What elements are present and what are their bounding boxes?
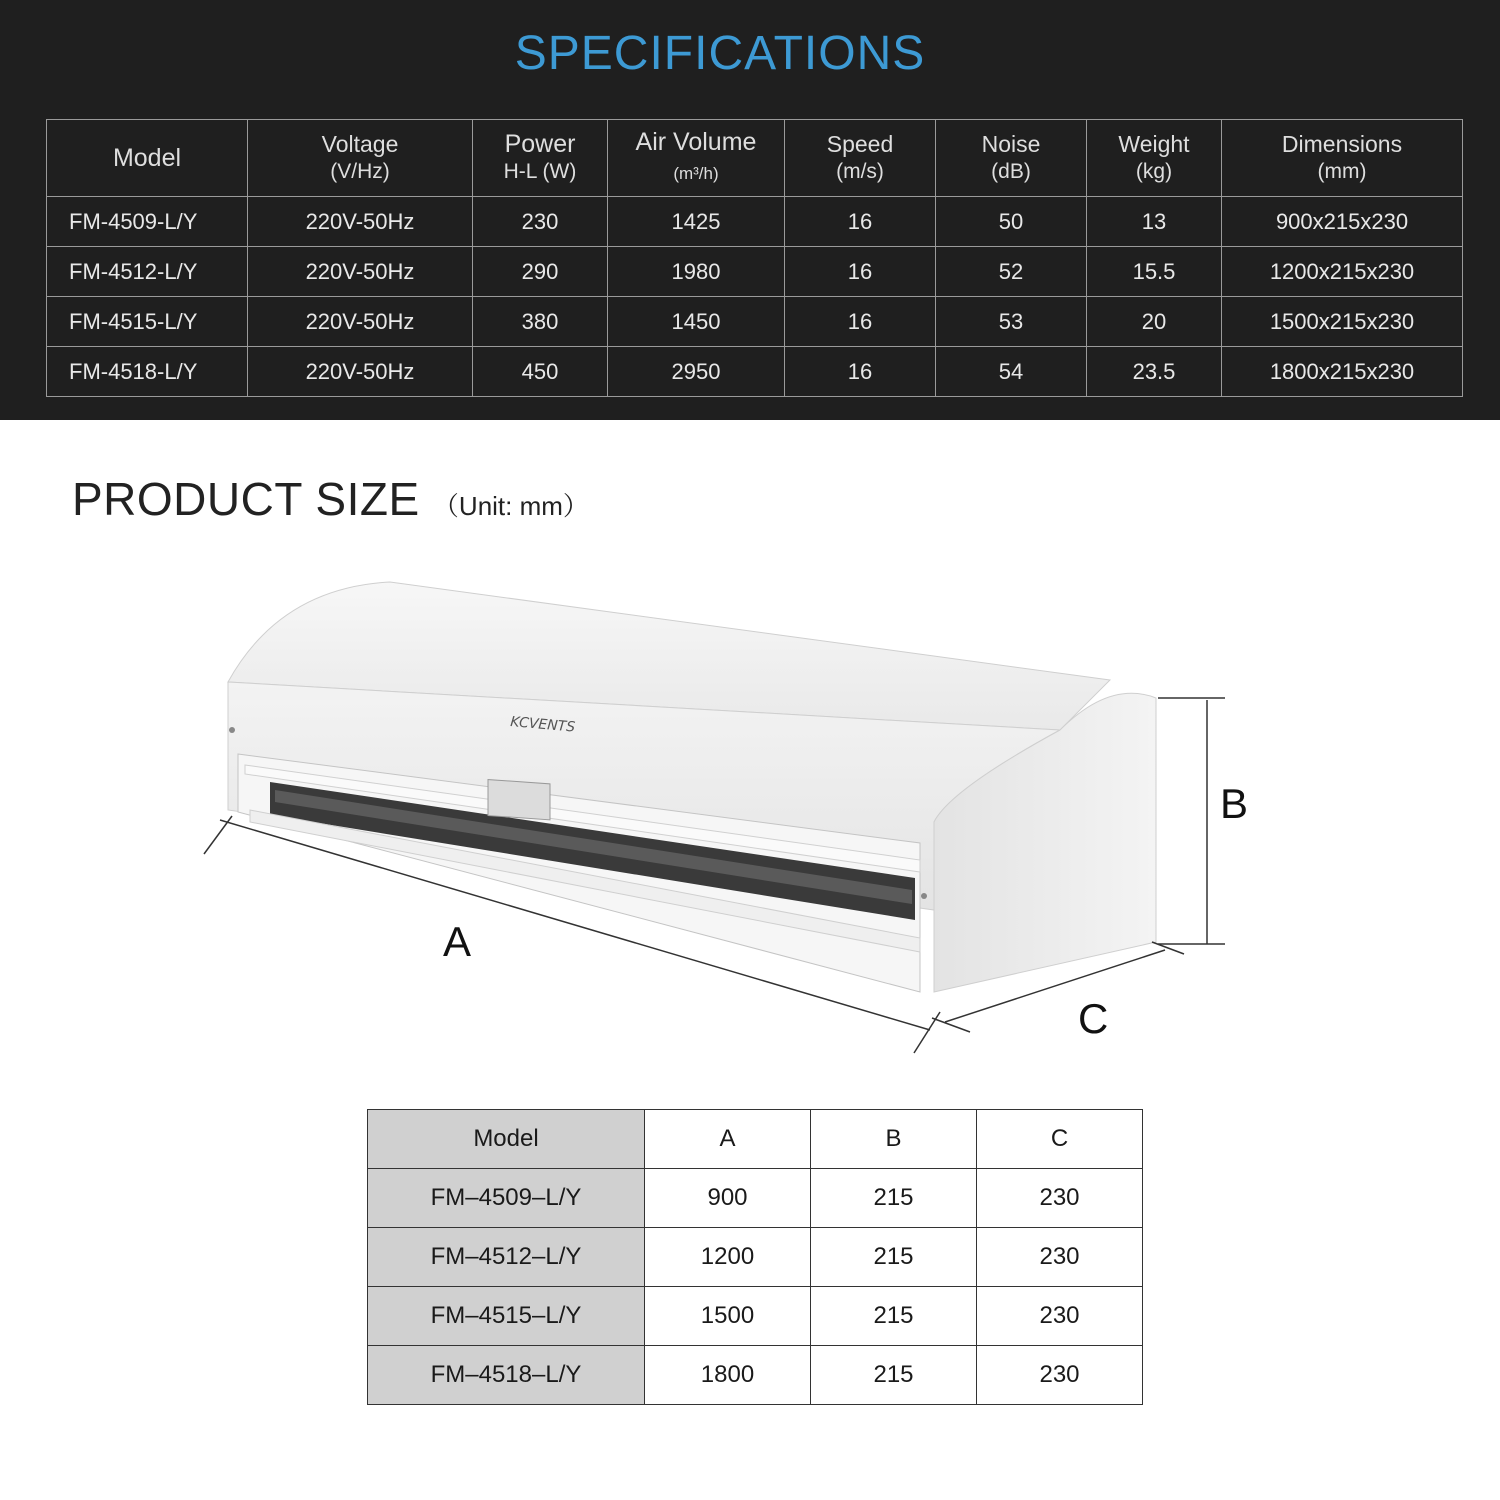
cell-model: FM–4515–L/Y — [368, 1287, 645, 1346]
product-size-table — [367, 1109, 1143, 1405]
cell-model: FM–4518–L/Y — [368, 1346, 645, 1405]
cell-c: 230 — [977, 1228, 1143, 1287]
screw — [229, 727, 235, 733]
cell-b: 215 — [811, 1287, 977, 1346]
cell-speed: 16 — [785, 197, 936, 247]
cell-noise: 54 — [936, 347, 1087, 397]
cell-a: 1800 — [645, 1346, 811, 1405]
dimension-label-a: A — [443, 918, 472, 965]
cell-voltage: 220V-50Hz — [248, 347, 473, 397]
brand-logo: KCVENTS — [509, 714, 576, 736]
table-row — [368, 1228, 1143, 1287]
dimension-label-c: C — [1078, 995, 1109, 1042]
cell-model: FM-4518-L/Y — [47, 347, 248, 397]
table-row — [47, 247, 1463, 297]
unit-label: （Unit: mm） — [432, 491, 589, 521]
cell-a: 1200 — [645, 1228, 811, 1287]
screw — [921, 893, 927, 899]
cell-weight: 15.5 — [1087, 247, 1222, 297]
table-row — [47, 297, 1463, 347]
control-label — [488, 780, 550, 820]
header-a: A — [645, 1110, 811, 1169]
cell-dimensions: 900x215x230 — [1222, 197, 1463, 247]
cell-air-volume: 1980 — [608, 247, 785, 297]
cell-air-volume: 1450 — [608, 297, 785, 347]
table-row — [47, 347, 1463, 397]
cell-c: 230 — [977, 1346, 1143, 1405]
cell-model: FM-4515-L/Y — [47, 297, 248, 347]
cell-voltage: 220V-50Hz — [248, 297, 473, 347]
cell-noise: 50 — [936, 197, 1087, 247]
cell-b: 215 — [811, 1169, 977, 1228]
cell-speed: 16 — [785, 297, 936, 347]
air-curtain-diagram — [180, 560, 1300, 1060]
table-row — [368, 1287, 1143, 1346]
cell-weight: 23.5 — [1087, 347, 1222, 397]
specifications-section — [0, 0, 1500, 420]
header-model: Model — [47, 120, 248, 197]
cell-b: 215 — [811, 1346, 977, 1405]
cell-air-volume: 1425 — [608, 197, 785, 247]
cell-power: 380 — [473, 297, 608, 347]
cell-a: 900 — [645, 1169, 811, 1228]
header-b: B — [811, 1110, 977, 1169]
cell-dimensions: 1500x215x230 — [1222, 297, 1463, 347]
cell-speed: 16 — [785, 247, 936, 297]
header-c: C — [977, 1110, 1143, 1169]
cell-a: 1500 — [645, 1287, 811, 1346]
cell-voltage: 220V-50Hz — [248, 247, 473, 297]
cell-power: 290 — [473, 247, 608, 297]
table-row — [368, 1169, 1143, 1228]
cell-model: FM-4512-L/Y — [47, 247, 248, 297]
cell-c: 230 — [977, 1287, 1143, 1346]
header-air-volume: Air Volume (m³/h) — [608, 120, 785, 197]
cell-voltage: 220V-50Hz — [248, 197, 473, 247]
cell-c: 230 — [977, 1169, 1143, 1228]
header-weight: Weight (kg) — [1087, 120, 1222, 197]
cell-weight: 20 — [1087, 297, 1222, 347]
cell-model: FM–4512–L/Y — [368, 1228, 645, 1287]
cell-weight: 13 — [1087, 197, 1222, 247]
cell-model: FM-4509-L/Y — [47, 197, 248, 247]
cell-noise: 52 — [936, 247, 1087, 297]
header-power: Power H-L (W) — [473, 120, 608, 197]
cell-dimensions: 1200x215x230 — [1222, 247, 1463, 297]
cell-power: 230 — [473, 197, 608, 247]
header-noise: Noise (dB) — [936, 120, 1087, 197]
cell-air-volume: 2950 — [608, 347, 785, 397]
dimension-tick — [204, 816, 232, 854]
dimension-label-b: B — [1220, 780, 1249, 827]
header-dimensions: Dimensions (mm) — [1222, 120, 1463, 197]
product-size-title — [72, 472, 589, 526]
header-model: Model — [368, 1110, 645, 1169]
table-header-row — [368, 1110, 1143, 1169]
cell-power: 450 — [473, 347, 608, 397]
cell-noise: 53 — [936, 297, 1087, 347]
table-row — [47, 197, 1463, 247]
specifications-title: SPECIFICATIONS — [514, 27, 926, 80]
dimension-tick — [914, 1012, 940, 1053]
table-row — [368, 1346, 1143, 1405]
cell-model: FM–4509–L/Y — [368, 1169, 645, 1228]
table-header-row — [47, 120, 1463, 197]
specifications-table — [46, 119, 1463, 397]
product-size-heading: PRODUCT SIZE — [72, 473, 420, 525]
cell-dimensions: 1800x215x230 — [1222, 347, 1463, 397]
cell-b: 215 — [811, 1228, 977, 1287]
header-speed: Speed (m/s) — [785, 120, 936, 197]
header-voltage: Voltage (V/Hz) — [248, 120, 473, 197]
cell-speed: 16 — [785, 347, 936, 397]
